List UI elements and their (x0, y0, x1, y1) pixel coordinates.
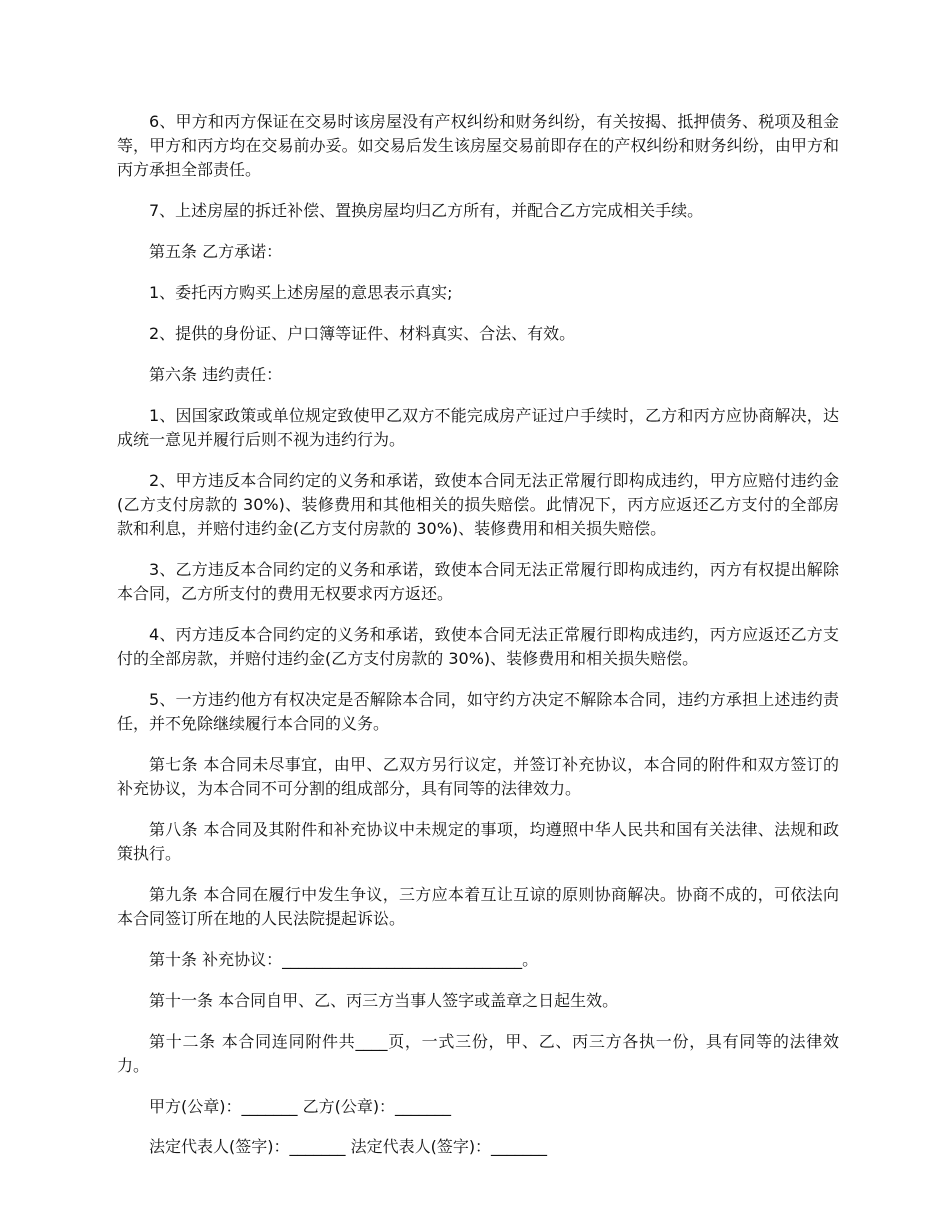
article-12-paragraph: 第十二条 本合同连同附件共____页，一式三份，甲、乙、丙三方各执一份，具有同等的法律效力。 (117, 1032, 839, 1075)
article-5-item-2: 2、提供的身份证、户口簿等证件、材料真实、合法、有效。 (149, 324, 576, 343)
signature-representative-line: 法定代表人(签字)：_______ 法定代表人(签字)：_______ (149, 1137, 548, 1156)
article-7-paragraph: 第七条 本合同未尽事宜，由甲、乙双方另行议定，并签订补充协议，本合同的附件和双方签订的补充协议，为本合同不可分割的组成部分，具有同等的法律效力。 (117, 755, 839, 798)
article-6-item-4: 4、丙方违反本合同约定的义务和承诺，致使本合同无法正常履行即构成违约，丙方应返还乙方支付的全部房款，并赔付违约金(乙方支付房款的 30%)、装修费用和相关损失赔偿。 (117, 625, 839, 668)
article-6-item-1: 1、因国家政策或单位规定致使甲乙双方不能完成房产证过户手续时，乙方和丙方应协商解决，达成统一意见并履行后则不视为违约行为。 (117, 406, 839, 449)
article-5-heading: 第五条 乙方承诺： (149, 242, 283, 261)
clause-7-paragraph: 7、上述房屋的拆迁补偿、置换房屋均归乙方所有，并配合乙方完成相关手续。 (149, 201, 704, 220)
article-9-paragraph: 第九条 本合同在履行中发生争议，三方应本着互让互谅的原则协商解决。协商不成的，可依法向本合同签订所在地的人民法院提起诉讼。 (117, 885, 839, 928)
article-6-item-3: 3、乙方违反本合同约定的义务和承诺，致使本合同无法正常履行即构成违约，丙方有权提出解除本合同，乙方所支付的费用无权要求丙方返还。 (117, 560, 839, 603)
article-5-item-1: 1、委托丙方购买上述房屋的意思表示真实; (149, 283, 453, 302)
document-body (117, 110, 839, 1176)
article-11-paragraph: 第十一条 本合同自甲、乙、丙三方当事人签字或盖章之日起生效。 (149, 991, 619, 1010)
article-8-paragraph: 第八条 本合同及其附件和补充协议中未规定的事项，均遵照中华人民共和国有关法律、法规和政策执行。 (117, 820, 839, 863)
article-6-item-5: 5、一方违约他方有权决定是否解除本合同，如守约方决定不解除本合同，违约方承担上述违约责任，并不免除继续履行本合同的义务。 (117, 690, 839, 733)
article-10-paragraph: 第十条 补充协议：______________________________。 (149, 950, 539, 969)
signature-seal-line: 甲方(公章)：_______ 乙方(公章)：_______ (149, 1097, 452, 1116)
article-6-item-2: 2、甲方违反本合同约定的义务和承诺，致使本合同无法正常履行即构成违约，甲方应赔付违约金(乙方支付房款的 30%)、装修费用和其他相关的损失赔偿。此情况下，丙方应返还乙方支付的全部房款和利息，并赔付违约金(乙方支付房款的 30%)、装修费用和相关损失赔偿。 (117, 471, 839, 538)
article-6-heading: 第六条 违约责任： (149, 365, 283, 384)
clause-6-paragraph: 6、甲方和丙方保证在交易时该房屋没有产权纠纷和财务纠纷，有关按揭、抵押债务、税项及租金等，甲方和丙方均在交易前办妥。如交易后发生该房屋交易前即存在的产权纠纷和财务纠纷，由甲方和丙方承担全部责任。 (117, 112, 839, 179)
